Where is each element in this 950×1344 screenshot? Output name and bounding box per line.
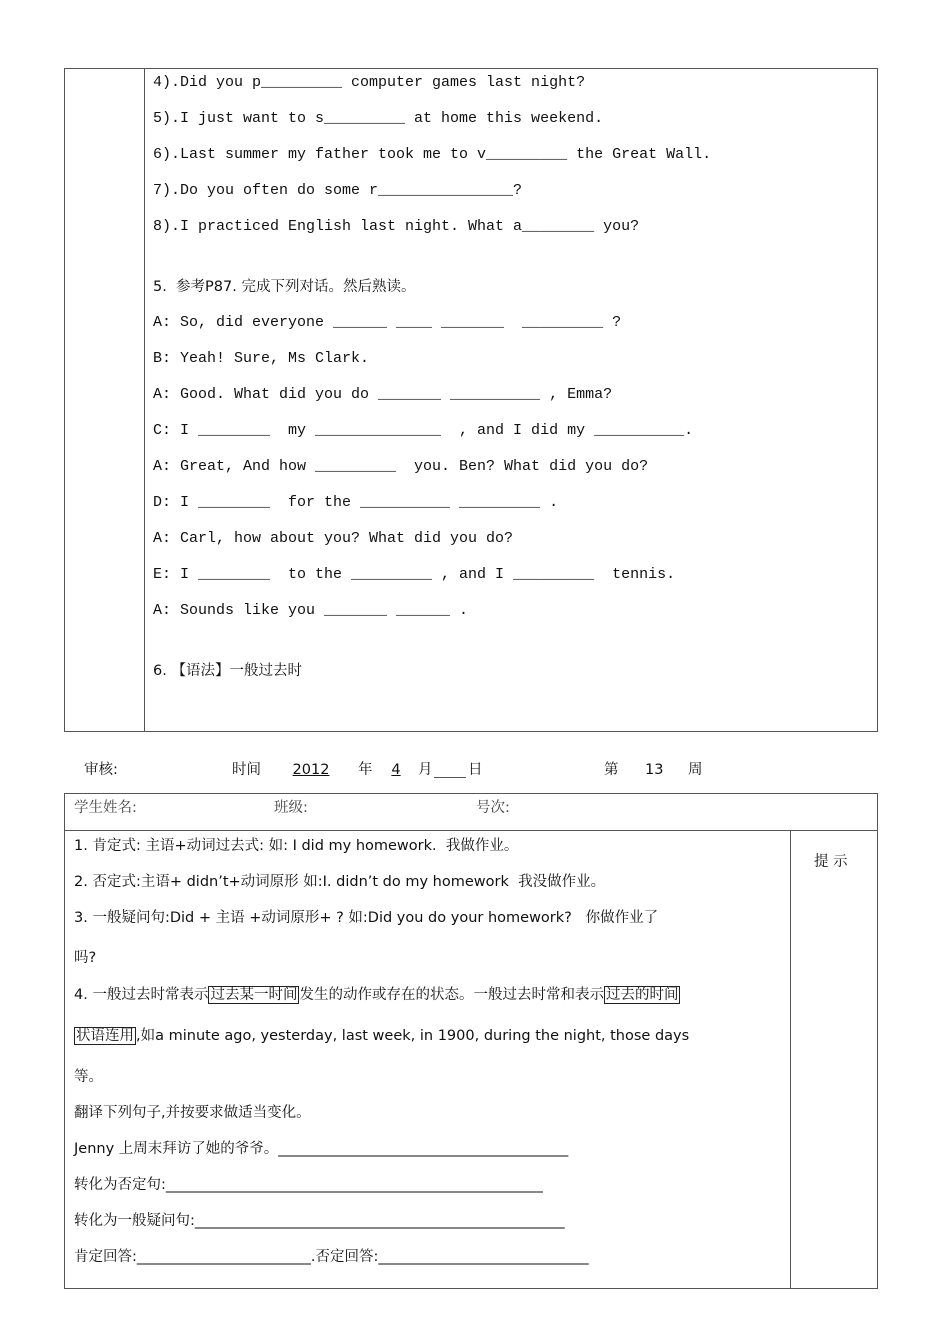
- month-label: 月: [418, 762, 433, 778]
- grammar-line-2: 2. 否定式:主语+ didn’t+动词原形 如:I. didn’t do my homework 我没做作业。: [74, 874, 606, 890]
- day-blank-line: [434, 777, 466, 778]
- grammar-line-4-part-b: 发生的动作或存在的状态。一般过去时常和表示: [299, 987, 604, 1003]
- top-table-divider: [144, 68, 145, 732]
- translate-sentence: Jenny 上周末拜访了她的爷爷。________________________________________: [74, 1141, 569, 1157]
- grammar-line-6: 等。: [74, 1069, 103, 1085]
- year-label: 年: [358, 762, 373, 778]
- reviewer-label: 审核:: [84, 762, 118, 778]
- week-prefix: 第: [604, 762, 619, 778]
- year-value: 2012: [292, 762, 330, 778]
- exercise-line-7: 7).Do you often do some r_______________?: [153, 182, 523, 199]
- grammar-line-5-rest: ,如a minute ago, yesterday, last week, in 1900, during the night, those days: [136, 1028, 690, 1044]
- section-6-heading: 6. 【语法】一般过去时: [153, 663, 302, 679]
- exercise-line-8: 8).I practiced English last night. What a________ you?: [153, 218, 640, 235]
- hint-label: 提 示: [814, 854, 848, 870]
- dialogue-line-6: D: I ________ for the __________ _________ .: [153, 494, 559, 511]
- boxed-term-2: 过去的时间: [605, 987, 679, 1003]
- dialogue-line-8: E: I ________ to the _________ , and I _________ tennis.: [153, 566, 676, 583]
- week-suffix: 周: [688, 762, 703, 778]
- week-number: 13: [645, 762, 664, 778]
- dialogue-line-5: A: Great, And how _________ you. Ben? What did you do?: [153, 458, 649, 475]
- exercise-line-4: 4).Did you p_________ computer games last night?: [153, 74, 586, 91]
- dialogue-line-4: C: I ________ my ______________ , and I did my __________.: [153, 422, 694, 439]
- grammar-line-4: [74, 985, 680, 1005]
- hint-column-divider: [790, 830, 791, 1289]
- boxed-term-1: 过去某一时间: [210, 987, 298, 1003]
- negative-form-line: 转化为否定句:____________________________________________________: [74, 1177, 543, 1193]
- boxed-term-3: 状语连用: [76, 1028, 134, 1044]
- section-5-heading: 5. 参考P87. 完成下列对话。然后熟读。: [153, 279, 416, 295]
- month-value: 4: [391, 762, 401, 778]
- answers-line: 肯定回答:________________________.否定回答:_____________________________: [74, 1249, 589, 1265]
- grammar-line-5: [74, 1026, 689, 1046]
- exercise-line-5: 5).I just want to s_________ at home this weekend.: [153, 110, 604, 127]
- student-info-divider: [64, 830, 878, 831]
- grammar-line-4-part-a: 4. 一般过去时常表示: [74, 987, 209, 1003]
- student-number-label: 号次:: [476, 800, 510, 816]
- dialogue-line-3: A: Good. What did you do _______ __________ , Emma?: [153, 386, 613, 403]
- student-name-label: 学生姓名:: [74, 800, 137, 816]
- dialogue-line-2: B: Yeah! Sure, Ms Clark.: [153, 350, 370, 367]
- exercise-line-6: 6).Last summer my father took me to v_________ the Great Wall.: [153, 146, 712, 163]
- grammar-line-3b: 吗?: [74, 950, 97, 966]
- dialogue-line-1: A: So, did everyone ______ ____ _______ _________ ?: [153, 314, 622, 331]
- grammar-line-3: 3. 一般疑问句:Did + 主语 +动词原形+ ? 如:Did you do your homework? 你做作业了: [74, 910, 659, 926]
- translate-instruction: 翻译下列句子,并按要求做适当变化。: [74, 1105, 311, 1121]
- dialogue-line-7: A: Carl, how about you? What did you do?: [153, 530, 514, 547]
- day-label: 日: [468, 762, 483, 778]
- grammar-line-1: 1. 肯定式: 主语+动词过去式: 如: I did my homework. 我做作业。: [74, 838, 519, 854]
- time-label: 时间: [232, 762, 261, 778]
- class-label: 班级:: [274, 800, 308, 816]
- dialogue-line-9: A: Sounds like you _______ ______ .: [153, 602, 469, 619]
- question-form-line: 转化为一般疑问句:___________________________________________________: [74, 1213, 565, 1229]
